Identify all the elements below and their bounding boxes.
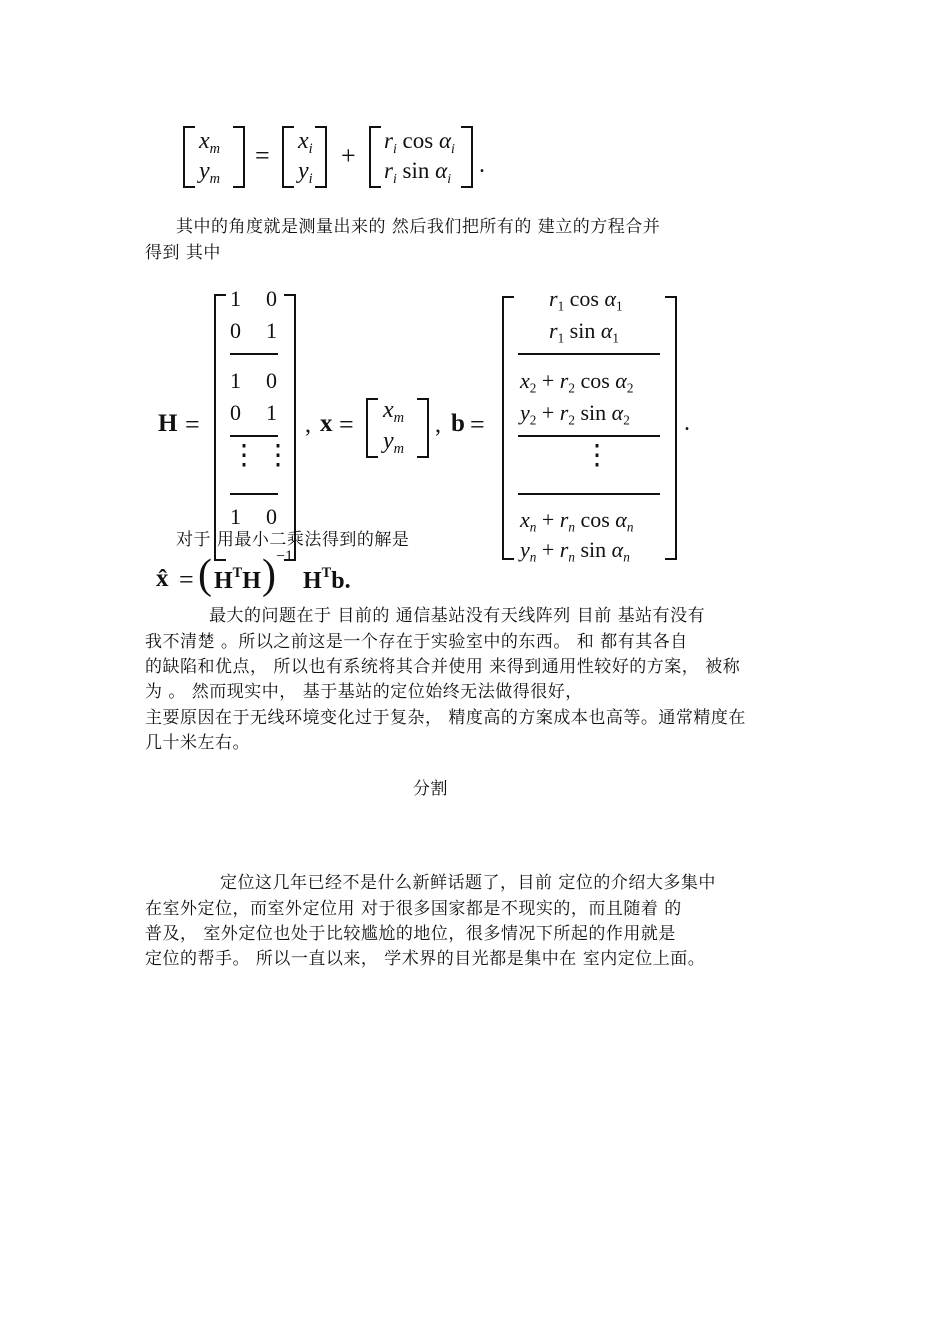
least-squares-line: 对于 用最小二乘法得到的解是 <box>176 530 410 550</box>
paragraph-1-line-2: 得到 其中 <box>145 243 221 263</box>
paragraph-1-line-1: 其中的角度就是测量出来的 然后我们把所有的 建立的方程合并 <box>176 217 661 237</box>
section-divider: 分割 <box>413 779 448 799</box>
